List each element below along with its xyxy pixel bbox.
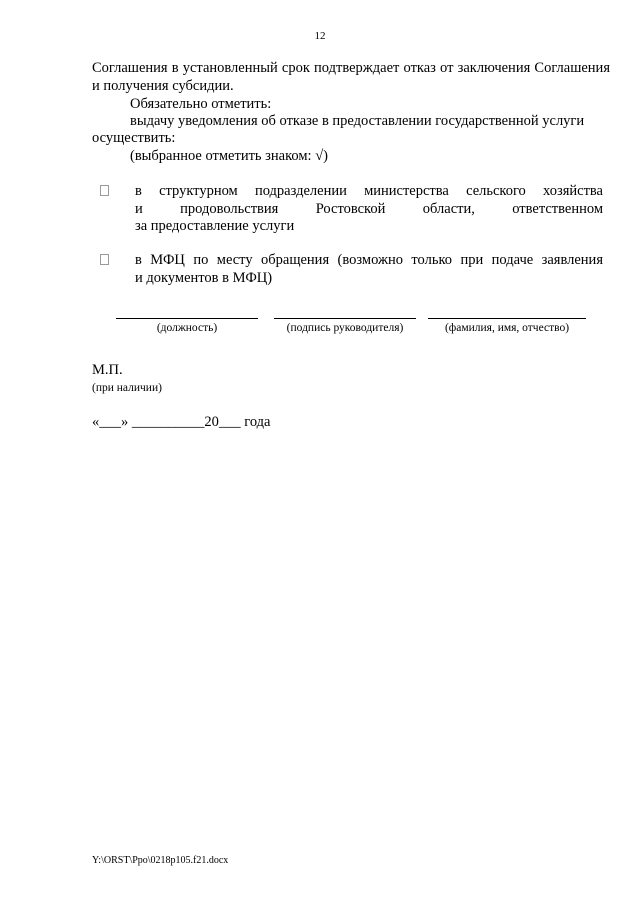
signature-sign-line xyxy=(274,318,416,319)
date-line: «___» __________20___ года xyxy=(92,414,271,430)
mark-instruction: (выбранное отметить знаком: √) xyxy=(130,148,328,164)
signature-sign-caption: (подпись руководителя) xyxy=(286,322,404,334)
option-mfc-line-1: в МФЦ по месту обращения (возможно только при подаче заявления xyxy=(135,252,603,268)
issue-notice-continuation: осуществить: xyxy=(92,130,176,146)
stamp-label: М.П. xyxy=(92,362,123,378)
option-mfc-line-2: и документов в МФЦ) xyxy=(135,269,273,286)
option-mfc-text xyxy=(135,252,603,287)
checkbox-icon[interactable] xyxy=(100,185,109,196)
paragraph-agreement: Соглашения в установленный срок подтверждает отказ от заключения Соглашения и получения субсидии. xyxy=(92,60,610,94)
option-ministry-line-1: в структурном подразделении министерства сельского хозяйства xyxy=(135,183,603,199)
signature-position-line xyxy=(116,318,258,319)
issue-notice-line: выдачу уведомления об отказе в предоставлении государственной услуги xyxy=(130,113,585,129)
signature-name-caption: (фамилия, имя, отчество) xyxy=(444,322,570,334)
checkbox-icon[interactable] xyxy=(100,254,109,265)
footer-file-path: Y:\ORST\Ppo\0218p105.f21.docx xyxy=(92,855,229,866)
signature-position-caption: (должность) xyxy=(156,322,218,334)
option-ministry-text xyxy=(135,183,603,236)
signature-name-line xyxy=(428,318,586,319)
option-ministry-line-2: и продовольствия Ростовской области, ответственном xyxy=(135,200,603,217)
option-ministry-line-3: за предоставление услуги xyxy=(135,218,295,234)
page-number: 12 xyxy=(314,30,326,42)
mandatory-note: Обязательно отметить: xyxy=(130,96,272,112)
stamp-note: (при наличии) xyxy=(92,382,162,394)
